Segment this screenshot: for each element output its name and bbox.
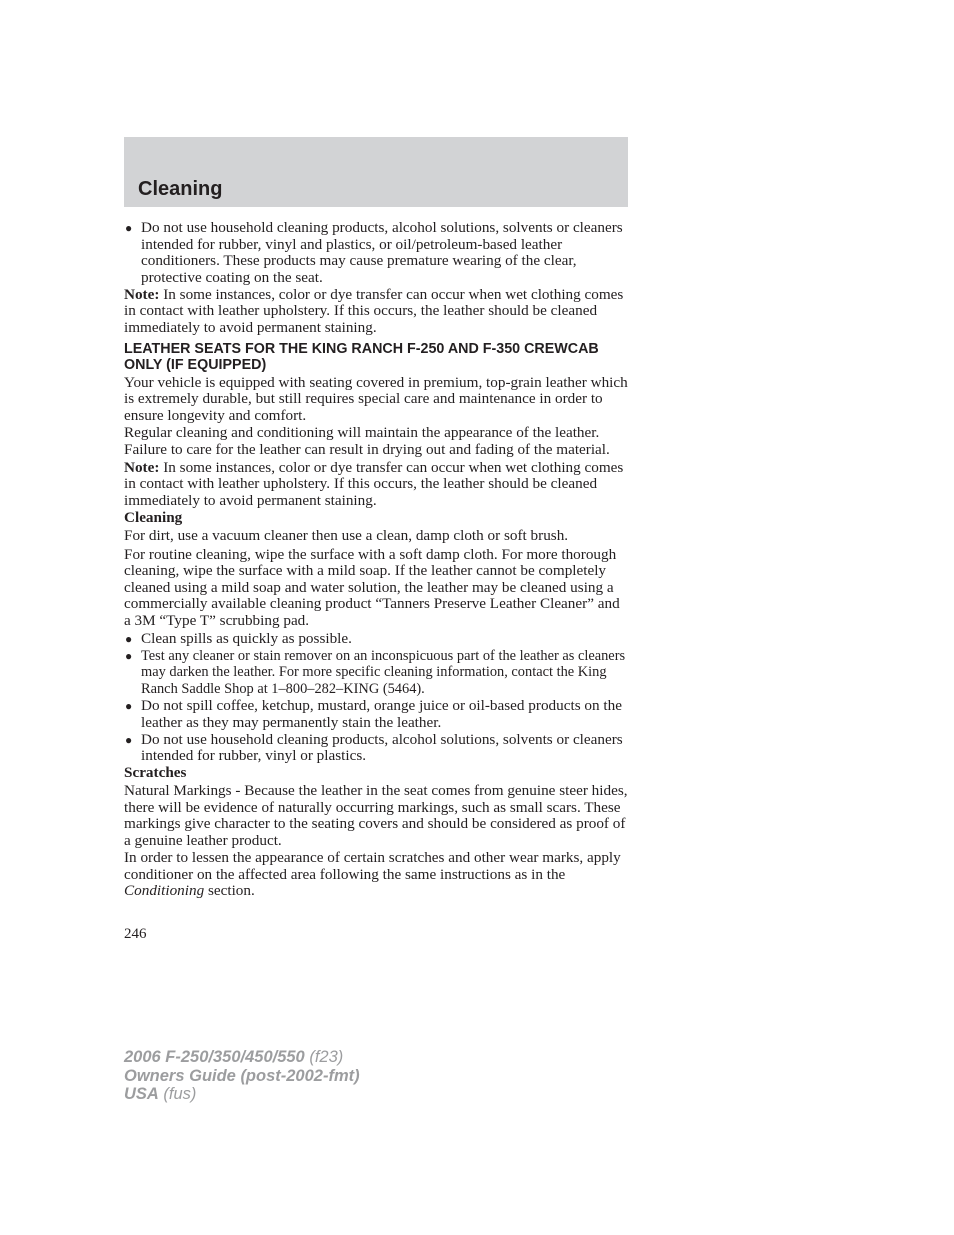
paragraph: For dirt, use a vacuum cleaner then use a clean, damp cloth or soft brush. bbox=[124, 527, 569, 544]
page-number: 246 bbox=[124, 926, 147, 942]
paragraph bbox=[124, 850, 630, 900]
footer-model: 2006 F-250/350/450/550 bbox=[124, 1048, 305, 1066]
section-header-band bbox=[124, 137, 628, 207]
footer-line bbox=[124, 1048, 360, 1067]
bullet-icon: ● bbox=[125, 732, 133, 747]
section-title: Cleaning bbox=[138, 178, 223, 200]
footer-line bbox=[124, 1085, 360, 1104]
bullet-icon: ● bbox=[125, 698, 133, 713]
bullet-icon: ● bbox=[125, 648, 133, 663]
list-item bbox=[124, 631, 630, 648]
paragraph: Regular cleaning and conditioning will maintain the appearance of the leather. Failure to care for the leather can result in drying out and fading of the material. bbox=[124, 424, 610, 459]
footer-line bbox=[124, 1067, 360, 1086]
footer-market: USA bbox=[124, 1085, 159, 1103]
cleaning-tips-list bbox=[124, 631, 630, 765]
conditioning-reference: Conditioning bbox=[124, 882, 205, 900]
footer-code: (f23) bbox=[304, 1048, 344, 1066]
list-item-text: Clean spills as quickly as possible. bbox=[141, 629, 352, 647]
paragraph: Your vehicle is equipped with seating covered in premium, top-grain leather which is extremely durable, but still requires special care and maintenance in order to ensure longevity and comfort. bbox=[124, 373, 628, 424]
footer-market-code: (fus) bbox=[158, 1085, 197, 1103]
list-item-text: Do not use household cleaning products, alcohol solutions, solvents or cleaners intended for rubber, vinyl and plastics, or oil/petroleum-based leather conditioners. These products may cause premature wearing of the clear, protective coating on the seat. bbox=[141, 219, 623, 286]
list-item bbox=[124, 732, 630, 765]
list-item-text: Test any cleaner or stain remover on an inconspicuous part of the leather as cleaners may darken the leather. For more specific cleaning information, contact the King Ranch Saddle Shop at 1–800–282–KING (5464). bbox=[141, 647, 626, 697]
paragraph-text: In order to lessen the appearance of certain scratches and other wear marks, apply conditioner on the affected area following the same instructions as in the bbox=[124, 849, 621, 883]
cleaning-heading: Cleaning bbox=[124, 509, 183, 527]
note-text: In some instances, color or dye transfer can occur when wet clothing comes in contact with leather upholstery. If this occurs, the leather should be cleaned immediately to avoid permanent staining. bbox=[124, 285, 624, 337]
note-label: Note: bbox=[124, 285, 160, 303]
caution-list bbox=[124, 220, 630, 286]
bullet-icon: ● bbox=[125, 221, 133, 235]
paragraph-text: section. bbox=[204, 882, 255, 900]
note-paragraph bbox=[124, 460, 630, 510]
note-text: In some instances, color or dye transfer can occur when wet clothing comes in contact with leather upholstery. If this occurs, the leather should be cleaned immediately to avoid permanent staining. bbox=[124, 458, 624, 509]
paragraph: For routine cleaning, wipe the surface with a soft damp cloth. For more thorough cleaning, wipe the surface with a mild soap. If the leather cannot be completely cleaned using a mild soap and water solution, the leather may be cleaned using a commercially available cleaning product “Tanners Preserve Leather Cleaner” and a 3M “Type T” scrubbing pad. bbox=[124, 545, 620, 629]
document-footer bbox=[124, 1048, 360, 1104]
paragraph: Natural Markings - Because the leather in the seat comes from genuine steer hides, there will be evidence of naturally occurring markings, such as small scars. These markings give character to the seating covers and should be considered as proof of a genuine leather product. bbox=[124, 781, 628, 849]
list-item-text: Do not use household cleaning products, alcohol solutions, solvents or cleaners intended for rubber, vinyl or plastics. bbox=[141, 730, 623, 765]
king-ranch-heading: LEATHER SEATS FOR THE KING RANCH F-250 AND F-350 CREWCAB ONLY (IF EQUIPPED) bbox=[124, 340, 599, 373]
note-paragraph bbox=[124, 287, 630, 337]
list-item bbox=[124, 220, 630, 286]
list-item bbox=[124, 698, 630, 731]
list-item-text: Do not spill coffee, ketchup, mustard, orange juice or oil-based products on the leather as they may permanently stain the leather. bbox=[141, 696, 622, 731]
bullet-icon: ● bbox=[125, 631, 133, 646]
footer-guide: Owners Guide (post-2002-fmt) bbox=[124, 1066, 360, 1085]
list-item bbox=[124, 648, 630, 698]
page-content bbox=[124, 220, 630, 901]
scratches-heading: Scratches bbox=[124, 764, 187, 782]
note-label: Note: bbox=[124, 458, 160, 476]
